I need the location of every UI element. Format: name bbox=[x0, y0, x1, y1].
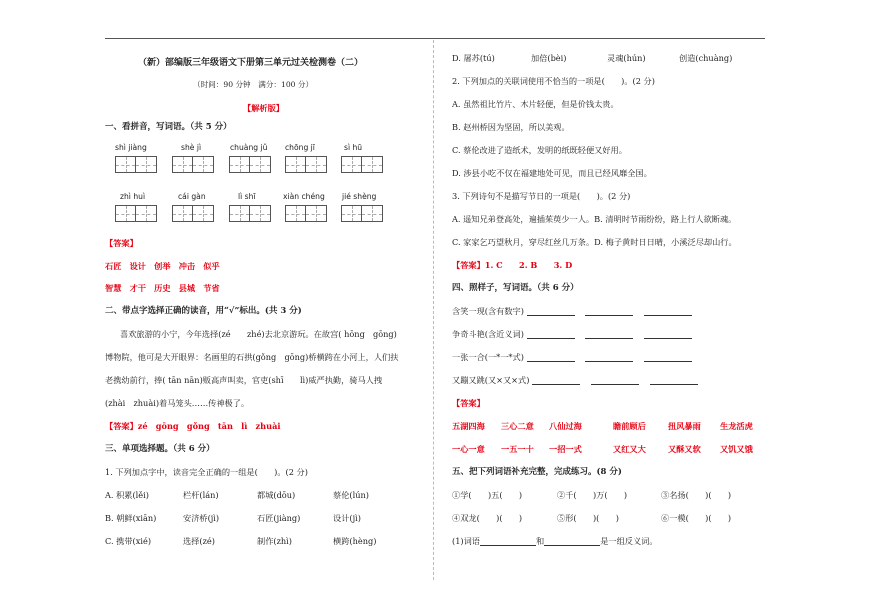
option-item: C. 携带(xié) bbox=[105, 536, 152, 546]
passage-line: 老携幼前行，捧( tān nān)贩高声叫卖，官吏(shī lì)威严执勤，骑马人拽 bbox=[105, 375, 383, 385]
answer-blank[interactable] bbox=[527, 353, 575, 362]
fill-mid: 和 bbox=[535, 536, 545, 546]
writing-grid[interactable] bbox=[115, 205, 157, 222]
writing-grid[interactable] bbox=[285, 205, 327, 222]
option-item: C. 家家乞巧望秋月，穿尽红丝几万条。D. 梅子黄时日日晴，小溪泛尽却山行。 bbox=[452, 237, 737, 247]
section-2-heading: 二、带点字选择正确的读音，用“√”标出。(共 3 分) bbox=[105, 306, 302, 316]
option-item: 制作(zhì) bbox=[257, 536, 292, 546]
section-4-answer-item: 又红又大 bbox=[613, 444, 646, 454]
section-4-answer-item: 又饥又饿 bbox=[720, 444, 753, 454]
doc-tag: 【解析版】 bbox=[243, 103, 284, 113]
answer-blank[interactable] bbox=[585, 353, 633, 362]
option-item: 设计(jì) bbox=[333, 513, 361, 523]
fill-prefix: (1)词语 bbox=[452, 536, 480, 546]
pinyin-label: jié shèng bbox=[342, 192, 377, 201]
passage-line: 博物院，他可是大开眼界：名画里的石拱(gǒng gōng)桥横跨在小河上，人们扶 bbox=[105, 352, 399, 362]
option-item: D. 涉县小吃不仅在福建地处可见，而且已经风靡全国。 bbox=[452, 168, 652, 178]
header-rule bbox=[105, 38, 765, 39]
fill-suffix: 是一组反义词。 bbox=[600, 536, 658, 546]
section-4-answer-item: 又酥又软 bbox=[668, 444, 701, 454]
antonym-question bbox=[452, 536, 658, 546]
answer-blank[interactable] bbox=[585, 330, 633, 339]
section-4-answer-item: 三心二意 bbox=[501, 421, 534, 431]
word-pattern-row bbox=[452, 375, 698, 385]
option-item: 栏杆(lán) bbox=[183, 490, 219, 500]
answer-blank[interactable] bbox=[644, 307, 692, 316]
answer-blank[interactable] bbox=[644, 330, 692, 339]
word-pattern-row bbox=[452, 352, 692, 362]
option-item: B. 朝鲜(xiān) bbox=[105, 513, 157, 523]
section-4-answer-item: 扭风暴雨 bbox=[668, 421, 701, 431]
option-item: 选择(zé) bbox=[183, 536, 215, 546]
answer-blank[interactable] bbox=[480, 537, 536, 546]
answer-label: 【答案】 bbox=[452, 398, 485, 408]
option-item: A. 遥知兄弟登高处，遍插茱萸少一人。B. 清明时节雨纷纷，路上行人欲断魂。 bbox=[452, 214, 737, 224]
option-item: 安济桥(jì) bbox=[183, 513, 220, 523]
answer-blank[interactable] bbox=[644, 353, 692, 362]
option-item: 都城(dōu) bbox=[257, 490, 296, 500]
answer-blank[interactable] bbox=[591, 376, 639, 385]
question-1: 1. 下列加点字中，读音完全正确的一组是( )。(2 分) bbox=[105, 467, 308, 477]
writing-grid[interactable] bbox=[229, 156, 271, 173]
writing-grid[interactable] bbox=[229, 205, 271, 222]
pattern-label: 争奇斗艳(含近义词) bbox=[452, 329, 524, 339]
pinyin-label: cái gàn bbox=[178, 192, 206, 201]
option-item: 创造(chuàng) bbox=[679, 53, 733, 63]
section-2-answer: 【答案】zé gōng gǒng tān lì zhuài bbox=[105, 421, 281, 431]
option-item: A. 积累(lěi) bbox=[105, 490, 149, 500]
pinyin-label: lì shī bbox=[238, 192, 256, 201]
option-item: 横跨(hèng) bbox=[333, 536, 377, 546]
writing-grid[interactable] bbox=[341, 156, 383, 173]
fill-item: ③名扬( )( ) bbox=[661, 490, 732, 500]
section-1-answer-row-1: 石匠 设计 创举 冲击 似乎 bbox=[105, 261, 220, 271]
section-1-heading: 一、看拼音，写词语。（共 5 分） bbox=[105, 122, 232, 132]
question-3: 3. 下列诗句不是描写节日的一项是( )。(2 分) bbox=[452, 191, 631, 201]
pattern-label: 一张一合(一*一*式) bbox=[452, 352, 524, 362]
writing-grid[interactable] bbox=[172, 156, 214, 173]
section-3-heading: 三、单项选择题。（共 6 分） bbox=[105, 444, 215, 454]
answer-blank[interactable] bbox=[527, 330, 575, 339]
option-item: 加倍(bèi) bbox=[531, 53, 567, 63]
pinyin-label: chuàng jǔ bbox=[230, 143, 268, 152]
option-item: 石匠(jiàng) bbox=[257, 513, 301, 523]
fill-item: ⑤形( )( ) bbox=[557, 513, 619, 523]
question-2: 2. 下列加点的关联词使用不恰当的一项是( )。(2 分) bbox=[452, 76, 655, 86]
section-4-answer-item: 一招一式 bbox=[549, 444, 582, 454]
pinyin-label: shì jiàng bbox=[115, 143, 147, 152]
fill-item: ①学( )五( ) bbox=[452, 490, 523, 500]
word-pattern-row bbox=[452, 329, 692, 339]
writing-grid[interactable] bbox=[285, 156, 327, 173]
pattern-label: 含笑一现(含有数字) bbox=[452, 306, 524, 316]
pinyin-label: shè jì bbox=[181, 143, 202, 152]
option-item: 灵魂(hún) bbox=[607, 53, 646, 63]
fill-item: ④双龙( )( ) bbox=[452, 513, 523, 523]
section-4-answer-item: 一心一意 bbox=[452, 444, 485, 454]
pattern-label: 又蹦又跳(又×又×式) bbox=[452, 375, 530, 385]
answer-blank[interactable] bbox=[527, 307, 575, 316]
section-4-answer-item: 一五一十 bbox=[501, 444, 534, 454]
column-divider bbox=[433, 40, 434, 580]
section-4-answer-item: 五湖四海 bbox=[452, 421, 485, 431]
answer-blank[interactable] bbox=[585, 307, 633, 316]
writing-grid[interactable] bbox=[341, 205, 383, 222]
section-4-answer-item: 八仙过海 bbox=[549, 421, 582, 431]
doc-title: （新）部编版三年级语文下册第三单元过关检测卷（二） bbox=[138, 58, 364, 68]
section-4-answer-item: 瞻前顾后 bbox=[613, 421, 646, 431]
word-pattern-row bbox=[452, 306, 692, 316]
section-4-answer-item: 生龙活虎 bbox=[720, 421, 753, 431]
pinyin-label: sì hū bbox=[344, 143, 363, 152]
pinyin-label: zhì huì bbox=[120, 192, 146, 201]
writing-grid[interactable] bbox=[115, 156, 157, 173]
section-3-answer: 【答案】1. C 2. B 3. D bbox=[452, 260, 573, 270]
option-item: D. 屠苏(tú) bbox=[452, 53, 495, 63]
doc-meta: （时间：90 分钟 满分：100 分） bbox=[193, 80, 314, 89]
pinyin-label: xiàn chéng bbox=[283, 192, 325, 201]
section-1-answer-row-2: 智慧 才干 历史 县城 节省 bbox=[105, 283, 220, 293]
answer-blank[interactable] bbox=[532, 376, 580, 385]
section-4-heading: 四、照样子，写词语。（共 6 分） bbox=[452, 283, 579, 293]
pinyin-label: chōng jī bbox=[285, 143, 315, 152]
option-item: 蔡伦(lún) bbox=[333, 490, 369, 500]
answer-label: 【答案】 bbox=[105, 238, 138, 248]
answer-blank[interactable] bbox=[650, 376, 698, 385]
section-5-heading: 五、把下列词语补充完整，完成练习。(8 分) bbox=[452, 467, 622, 477]
passage-line: (zhài zhuài)着马笼头……传神极了。 bbox=[105, 398, 250, 408]
fill-item: ⑥一模( )( ) bbox=[661, 513, 732, 523]
fill-item: ②千( )万( ) bbox=[557, 490, 628, 500]
writing-grid[interactable] bbox=[172, 205, 214, 222]
answer-blank[interactable] bbox=[544, 537, 600, 546]
option-item: B. 赵州桥因为坚固，所以美观。 bbox=[452, 122, 570, 132]
passage-line: 喜欢旅游的小宁，今年选择(zé zhé)去北京游玩。在故宫( hōng gōng) bbox=[120, 329, 397, 339]
option-item: A. 虽然祖比竹片、木片轻便，但是价钱太贵。 bbox=[452, 99, 619, 109]
option-item: C. 蔡伦改进了造纸术，发明的纸既轻便又好用。 bbox=[452, 145, 627, 155]
